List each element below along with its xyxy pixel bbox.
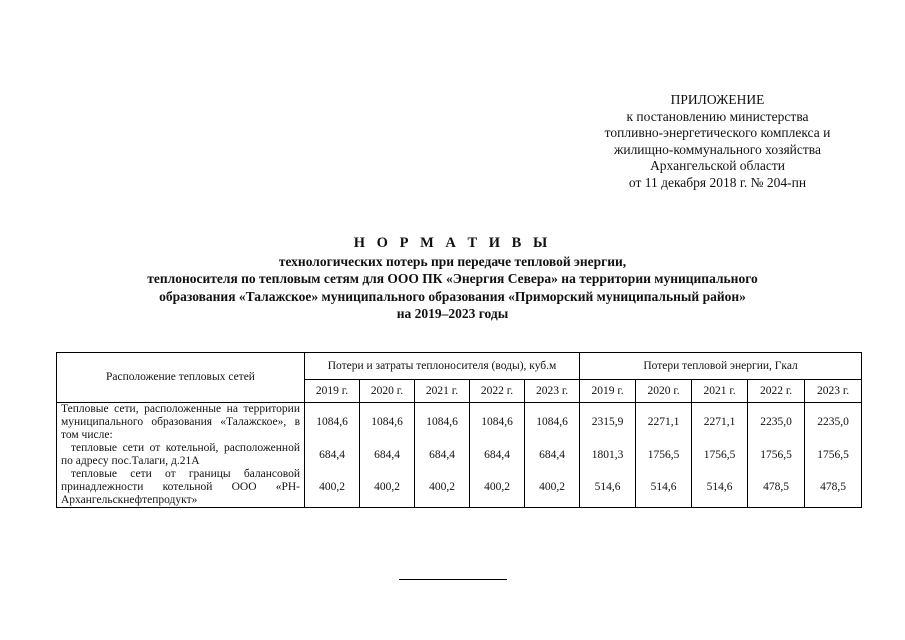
water-cell: 684,4 [305,442,360,468]
water-cell: 1084,6 [360,403,415,443]
heat-cell: 1756,5 [805,442,862,468]
table-row [57,442,862,468]
year-header: 2020 г. [636,380,692,403]
heading-period: на 2019–2023 годы [396,306,509,321]
water-cell: 400,2 [360,468,415,508]
year-header: 2020 г. [360,380,415,403]
water-cell: 400,2 [525,468,580,508]
water-losses-header: Потери и затраты теплоносителя (воды), куб.м [305,353,580,380]
water-cell: 684,4 [470,442,525,468]
footer-divider [399,579,507,580]
year-header: 2021 г. [415,380,470,403]
heading-line: технологических потерь при передаче тепловой энергии, [278,253,627,269]
location-cell: тепловые сети от границы балансовой принадлежности котельной ООО «РН-Архангельскнефтепродукт» [57,468,305,508]
appendix-block [585,92,850,192]
heat-cell: 514,6 [580,468,636,508]
year-header: 2019 г. [580,380,636,403]
water-cell: 1084,6 [415,403,470,443]
heat-cell: 514,6 [692,468,748,508]
location-cell: Тепловые сети, расположенные на территории муниципального образования «Талажское», в том числе: [57,403,305,443]
heat-cell: 1756,5 [748,442,805,468]
heat-losses-header: Потери тепловой энергии, Гкал [580,353,862,380]
year-header: 2022 г. [748,380,805,403]
heat-cell: 478,5 [748,468,805,508]
heat-cell: 478,5 [805,468,862,508]
heat-cell: 2315,9 [580,403,636,443]
water-cell: 684,4 [360,442,415,468]
heat-cell: 1756,5 [692,442,748,468]
document-heading [60,235,845,323]
heading-line: образования «Талажское» муниципального образования «Приморский муниципальный район» [159,288,746,304]
water-cell: 1084,6 [305,403,360,443]
heading-line: теплоносителя по тепловым сетям для ООО ПК «Энергия Севера» на территории муниципального [147,271,758,286]
water-cell: 1084,6 [525,403,580,443]
table-row [57,403,862,443]
heat-cell: 2271,1 [692,403,748,443]
year-header: 2023 г. [525,380,580,403]
year-header: 2022 г. [470,380,525,403]
document-title: Н О Р М А Т И В Ы [353,235,552,251]
water-cell: 400,2 [470,468,525,508]
heat-cell: 2235,0 [748,403,805,443]
appendix-date: от 11 декабря 2018 г. № 204-пн [628,174,807,190]
heat-cell: 2271,1 [636,403,692,443]
appendix-line: к постановлению министерства [626,108,809,124]
location-header: Расположение тепловых сетей [57,353,305,403]
water-cell: 1084,6 [470,403,525,443]
water-cell: 684,4 [525,442,580,468]
location-cell: тепловые сети от котельной, расположенной по адресу пос.Талаги, д.21А [57,442,305,468]
norms-table [56,352,862,508]
appendix-label: ПРИЛОЖЕНИЕ [670,92,765,107]
water-cell: 400,2 [305,468,360,508]
heat-cell: 1801,3 [580,442,636,468]
appendix-line: топливно-энергетического комплекса и [604,125,831,141]
year-header: 2021 г. [692,380,748,403]
year-header: 2023 г. [805,380,862,403]
table-row [57,468,862,508]
heat-cell: 514,6 [636,468,692,508]
water-cell: 684,4 [415,442,470,468]
appendix-line: Архангельской области [650,158,785,174]
year-header: 2019 г. [305,380,360,403]
water-cell: 400,2 [415,468,470,508]
appendix-line: жилищно-коммунального хозяйства [614,141,821,157]
heat-cell: 1756,5 [636,442,692,468]
heat-cell: 2235,0 [805,403,862,443]
